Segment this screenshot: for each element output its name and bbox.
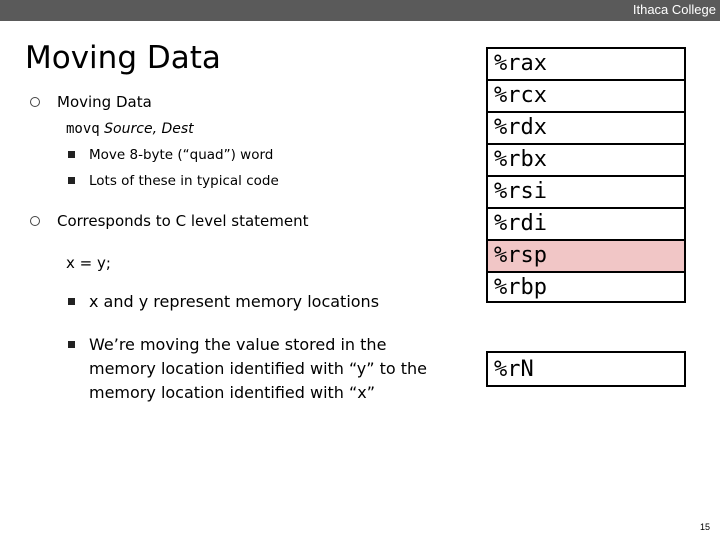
slide-title: Moving Data <box>25 40 221 76</box>
sub-bullet-memory-locations: x and y represent memory locations <box>89 292 380 311</box>
bullet-circle-icon <box>30 216 40 226</box>
bullet-circle-icon <box>30 97 40 107</box>
register-rbx: %rbx <box>486 143 686 175</box>
c-statement: x = y; <box>66 254 111 272</box>
sub-bullet-typical: Lots of these in typical code <box>89 173 279 189</box>
square-bullet-icon <box>68 341 75 348</box>
register-rax: %rax <box>486 47 686 79</box>
register-list <box>486 47 686 303</box>
top-bar <box>0 0 720 21</box>
sub-bullet-quad: Move 8-byte (“quad”) word <box>89 147 274 163</box>
instruction-operands: Source, Dest <box>104 121 194 137</box>
instruction-mnemonic: movq <box>66 121 100 137</box>
square-bullet-icon <box>68 151 75 158</box>
register-rdi: %rdi <box>486 207 686 239</box>
register-rdx: %rdx <box>486 111 686 143</box>
register-rsi: %rsi <box>486 175 686 207</box>
square-bullet-icon <box>68 177 75 184</box>
instruction-line <box>66 121 194 137</box>
bullet-moving-data: Moving Data <box>57 93 152 111</box>
sub-bullet-moving-value: We’re moving the value stored in the memory location identified with “y” to the memory location identified with “x” <box>89 335 427 402</box>
bullet-c-statement: Corresponds to C level statement <box>57 212 309 230</box>
register-rn: %rN <box>486 351 686 387</box>
page-number: 15 <box>699 522 710 532</box>
square-bullet-icon <box>68 298 75 305</box>
register-rsp: %rsp <box>486 239 686 271</box>
org-name: Ithaca College <box>632 2 716 17</box>
register-rbp: %rbp <box>486 271 686 303</box>
register-rcx: %rcx <box>486 79 686 111</box>
